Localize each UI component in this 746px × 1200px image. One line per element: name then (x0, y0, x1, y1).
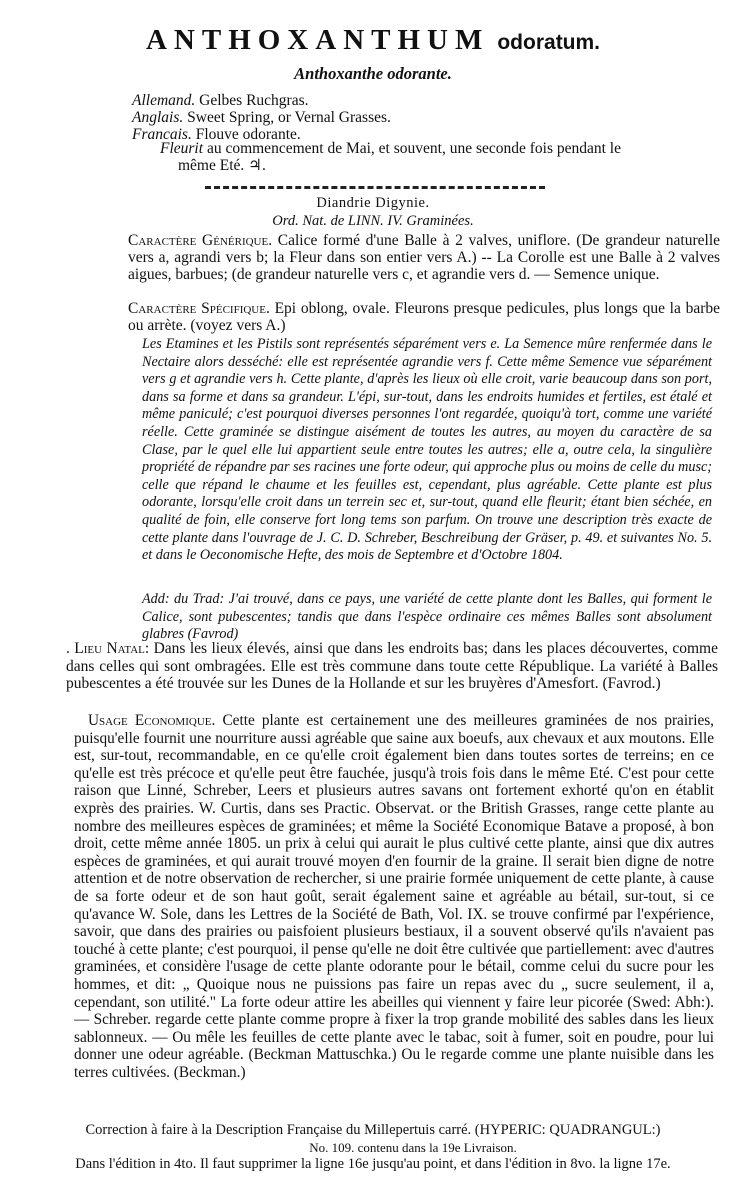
section-text: Epi oblong, ovale. Fleurons presque pedicules, plus longs que la barbe ou arrète. (voyez vers A.) (128, 300, 724, 335)
lang-label: Allemand. (132, 92, 196, 109)
linnaean-class: Diandrie Digynie. (316, 195, 430, 211)
section-label: Usage Economique. (88, 712, 216, 729)
dashed-divider (205, 186, 545, 189)
name-text: Flouve odorante. (195, 126, 301, 143)
genus-name: ANTHOXANTHUM (145, 24, 490, 56)
flowering-label: Fleurit (160, 140, 204, 157)
common-name-english (132, 109, 722, 126)
section-label: Caractère Spécifique. (128, 300, 270, 317)
name-text: Sweet Spring, or Vernal Grasses. (187, 109, 391, 126)
flowering-line-1 (160, 140, 715, 157)
flowering-line-2: même Eté. ♃. (178, 157, 266, 174)
translator-addition: Add: du Trad: J'ai trouvé, dans ce pays, une variété de cette plante dont les Balles, qui forment le Calice, sont pubescentes; tandis que dans l'espèce ordinaire ces mêmes Balles sont absolument glabres (Favrod) (142, 591, 716, 643)
specific-character (128, 300, 724, 335)
natural-order: Ord. Nat. de LINN. IV. Graminées. (272, 213, 474, 229)
section-text: Cette plante est certainement une des meilleures graminées de nos prairies, puisqu'elle fournit une nourriture aussi agréable que saine aux boeufs, aux chevaux et aux moutons. Elle est, sur-tout, recommandable, en ce qu'elle croit également bien dans toutes sortes de terreins; en ce qu'elle est très précoce et qu'elle peut être fauchée, jusqu'à trois fois dans le même Eté. C'est pour cette raison que Linné, Schreber, Leers et plusieurs autres savans ont fortement exhorté qu'on en établit exprès des prairies. W. Curtis, dans ses Practic. Observat. or the British Grasses, range cette plante au nombre des meilleures espèces de graminées; et même la Société Economique Batave a proposé, à bon droit, cette même année 1805. un prix à celui qui aurait le plus cultivé cette plante, ainsi que dix autres espèces de graminées, et qui aurait trouvé moyen d'en fournir de la graine. Il serait bien digne de notre attention et de notre observation de rechercher, si une prairie formée uniquement de cette plante, à cause de sa forte odeur et de son haut goût, serait également saine et agréable au bétail, sur-tout, si ce qu'avance W. Sole, dans les Lettres de la Société de Bath, Vol. IX. se trouve confirmé par l'expérience, savoir, que dans des prairies ou paisfoient plusieurs bestiaux, il a souvent observé qu'ils n'avaient pas touché à cette plante; c'est pourquoi, il pense qu'elle ne doit être cultivée que partiellement: avec d'autres graminées, et considère l'usage de cette plante odorante pour le bétail, comme celui du sucre pour les hommes, et dit: „ Quoique nous ne puissions pas faire un repas avec du „ sucre seulement, il a, cependant, son utilité." La forte odeur attire les abeilles qui viennent y faire leur picorée (Swed: Abh:).— Schreber. regarde cette plante comme propre à fixer la trop grande mobilité des sables dans les lieux sablonneux. — Ou mêle les feuilles de cette plante avec le tabac, soit à fumer, soit en poudre, pour lui donner une odeur agréable. (Beckman Mattuschka.) Ou le regarde comme une plante nuisible dans les terres cultivées. (Beckman.) (74, 712, 718, 1081)
flowering-time (160, 140, 715, 174)
page-title (0, 24, 746, 57)
lang-label: Francais. (132, 126, 192, 143)
economic-use (74, 712, 718, 1081)
section-text: Calice formé d'une Balle à 2 valves, uniflore. (De grandeur naturelle vers a, agrandi vers b; la Fleur dans son entier vers A.) -- La Corolle est une Balle à 2 valves aigues, barbues; (de grandeur naturelle vers c, et agrandie vers d. — Semence unique. (128, 232, 724, 284)
correction-line-2: No. 109. contenu dans la 19e Livraison. (309, 1140, 517, 1155)
correction-line-3: Dans l'édition in 4to. Il faut supprimer la ligne 16e jusqu'au point, et dans l'édition in 8vo. la ligne 17e. (75, 1156, 671, 1172)
flowering-text: au commencement de Mai, et souvent, une seconde fois pendant le (206, 140, 621, 157)
correction-note (0, 1122, 746, 1156)
french-name: Anthoxanthe odorante. (294, 64, 452, 83)
common-names (132, 92, 722, 143)
notes-paragraph: Les Etamines et les Pistils sont représentés séparément vers e. La Semence mûre renfermée dans le Nectaire alors desséché: elle est représentée agrandie vers f. Cette même Semence vue séparément vers g et agrandie vers h. Cette plante, d'après les lieux où elle croit, varie beaucoup dans son port, dans sa forme et dans sa grandeur. L'épi, sur-tout, dans les endroits humides et fertiles, est étalé et même paniculé; c'est pourquoi diverses personnes l'ont regardée, quoiqu'à tort, comme une variété réelle. Cette graminée se distingue aisément de toutes les autres, au moyen du caractère de sa Clase, par le quel elle lui appartient seule entre toutes les autres; elle a, outre cela, la singulière propriété de répandre par ses racines une forte odeur, qui approche plus ou moins de celle du musc; celle que répand le chaume et les feuilles est, cependant, plus agréable. Cette plante est plus odorante, lorsqu'elle croit dans un terrein sec et, sur-tout, quand elle fleurit; étant bien séchée, en qualité de foin, elle conserve fort long tems son parfum. On trouve une description très exacte de cette plante dans l'ouvrage de J. C. D. Schreber, Beschreibung der Gräser, p. 49. et suivantes No. 5. et dans le Oeconomische Hefte, des mois de Septembre et d'Octobre 1804. (142, 336, 716, 564)
correction-line-1: Correction à faire à la Description Française du Millepertuis carré. (HYPERIC: QUADRANGUL:) (85, 1122, 661, 1138)
species-epithet: odoratum. (497, 31, 601, 54)
lang-label: Anglais. (132, 109, 184, 126)
native-habitat (66, 640, 722, 693)
name-text: Gelbes Ruchgras. (199, 92, 309, 109)
section-label: . Lieu Natal: (66, 640, 150, 657)
section-label: Caractère Générique. (128, 232, 273, 249)
generic-character (128, 232, 724, 284)
section-text: Dans les lieux élevés, ainsi que dans les endroits bas; dans les places découvertes, comme dans celles qui sont ombragées. Elle est très commune dans toute cette République. La variété à Balles pubescentes a été trouvée sur les Dunes de la Hollande et sur les bruyères d'Amesfort. (Favrod.) (66, 640, 722, 692)
common-name-german (132, 92, 722, 109)
